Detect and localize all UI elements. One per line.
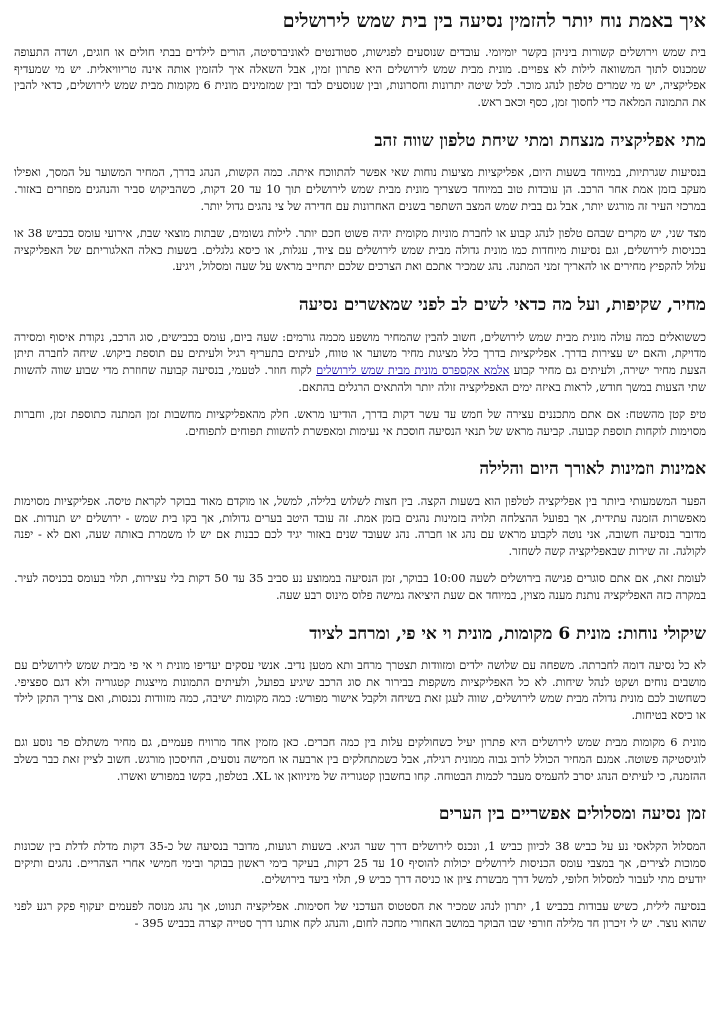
paragraph-text: לקוח חוזר. לטעמי, בנסיעה קבועה שחוזרת מדי שבוע שווה להשוות שתי הצעות במשך חודש, לראות באיזה ימים האפליקציה זולה יותר ולהתאים הרגלים בהתאם. xyxy=(14,363,706,394)
almaexpress-taxi-link[interactable]: אלמא אקספרס מונית מבית שמש לירושלים xyxy=(316,363,510,378)
section-routes xyxy=(14,804,706,931)
section-comfort xyxy=(14,624,706,785)
section-app-vs-phone xyxy=(14,131,706,275)
section-heading: זמן נסיעה ומסלולים אפשריים בין הערים xyxy=(438,804,706,825)
section-paragraph: לעומת זאת, אם אתם סוגרים פגישה בירושלים לשעה 10:00 בבוקר, זמן הנסיעה בממוצע נע סביב 35 עד 50 דקות בלי עצירות, תלוי בעומס בכניסה לעיר. במקרה כזה האפליקציה נותנת מענה מצוין, במיוחד אם שעת היציאה גמישה פלוס מינוס רבע שעה. xyxy=(14,570,706,602)
section-heading: שיקולי נוחות: מונית 6 מקומות, מונית וי אי פי, ומרחב לציוד xyxy=(309,623,706,644)
intro-paragraph: בית שמש וירושלים קשורות ביניהן בקשר יומיומי. עובדים שנוסעים לפגישות, סטודנטים לאוניברסיטה, הורים לילדים בבתי חולים או חוגים, ושדה התעופה שמכנוס לתוך המשוואה לילות לא צפויים. מונית מבית שמש לירושלים היא פתרון זמין, אבל השאלה איך להזמין אותה אינה טריוויאלית. יש מי שמעדיף אפליקציה, יש מי שמרים טלפון לנהג מוכר. לכל שיטה יתרונות וחסרונות, ובין שנוסעים לבד ובין שמזמינים מונית 6 מקומות מבית שמש לירושלים, כדאי להבין את התמונה המלאה כדי לחסוך זמן, כסף וכאב ראש. xyxy=(14,44,707,110)
section-paragraph: מונית 6 מקומות מבית שמש לירושלים היא פתרון יעיל כשחולקים עלות בין כמה חברים. כאן מזמין אחד מרוויח פעמיים, גם מחיר משתלם פר נוסע וגם לוגיסטיקה פשוטה. אמנם המחיר הכולל לרוב גבוה ממונית רגילה, אבל כשמתחלקים בין ארבעה או חמישה נוסעים, החיסכון מורגש. חשוב לציין זאת כבר בשלב ההזמנה, כי לעיתים הנהג יסרב להעמיס מעבר לכמות הבטוחה. קחו בחשבון קטגוריה של מיניוואן או XL. בטלפון, בקשו במפורש ואשרו. xyxy=(14,735,706,783)
article xyxy=(14,10,706,932)
section-heading: אמינות וזמינות לאורך היום והלילה xyxy=(479,459,706,480)
paragraph-text: כששואלים כמה עולה מונית מבית שמש לירושלים, חשוב להבין שהמחיר מושפע מכמה גורמים: שעה ביום, עומס בכבישים, סוג הרכב, נקודת איסוף ומסירה מדויקת, והאם יש עצירות בדרך. אפליקציות בדרך כלל מציגות מחיר משוער או טווח, לעיתים בתעריף רגיל ולעיתים עם תוספת ביקוש. שיחה לחברה תיתן הצעת מחיר ישירה, ולעיתים גם מחיר קבוע xyxy=(14,329,707,378)
section-paragraph: לא כל נסיעה דומה לחברתה. משפחה עם שלושה ילדים ומזוודות תצטרך מרחב ותא מטען נדיב. אנשי עסקים יעדיפו מונית וי אי פי מבית שמש לירושלים עם מושבים נוחים ושקט לנהל שיחות. לא כל האפליקציות משקפות בבירור את סוג הרכב שיגיע בפועל, ולעיתים התמונות מייצגות קטגוריה ולא דגם ספציפי. כשחשוב לכם מונית גדולה מבית שמש לירושלים, שווה לעגן זאת בשיחה ולקבל אישור מפורש: כמה מקומות ישיבה, כמה מזוודות נכנסות, ואם צריך התקן לילד או כיסא בטיחות. xyxy=(14,657,706,723)
section-paragraph: טיפ קטן מהשטח: אם אתם מתכננים עצירה של חמש עד עשר דקות בדרך, הודיעו מראש. חלק מהאפליקציות מחשבות זמן המתנה כתוספת זמן, וחברות מסוימות לוקחות תוספת קבועה. קביעה מראש של תנאי הנסיעה חוסכת אי נעימות ומאפשרת להשוות תפוחים לתפוחים. xyxy=(14,406,706,438)
section-price-transparency xyxy=(14,295,706,439)
section-paragraph: המסלול הקלאסי נע על כביש 38 לכיוון כביש 1, ונכנס לירושלים דרך שער הגיא. בשעות רגועות, מדובר בנסיעה של כ-35 דקות מדלת לדלת בין שכונות סמוכות לצירים, אך במצבי עומס הכניסות לירושלים יכולות להוסיף 10 עד 25 דקות, בעיקר בימי ראשון בבוקר ובימי חמישי אחרי הצהריים. נהגים ותיקים יודעים מתי לעבור למסלול חלופי, למשל דרך מבשרת ציון או כניסה דרך כביש 9, תלוי ביעד בירושלים. xyxy=(14,838,706,887)
section-paragraph: בנסיעות שגרתיות, במיוחד בשעות היום, אפליקציות מציעות נוחות שאי אפשר להתווכח איתה. כמה הקשות, הנהג בדרך, המחיר המשוער על המסך, ואפילו מעקב בזמן אמת אחר הרכב. הן עובדות טוב במיוחד כשצריך מונית מבית שמש לירושלים תוך 10 עד 20 דקות, כשהביקוש סביר והנהגים מפוזרים באזור. במרכזי העיר זה מורגש יותר, אבל גם בבית שמש המצב השתפר בשנים האחרונות עם חדירה של צי נהגים גדול יותר. xyxy=(14,165,706,213)
section-paragraph-with-link xyxy=(14,329,706,396)
section-heading: מתי אפליקציה מנצחת ומתי שיחת טלפון שווה זהב xyxy=(374,130,706,151)
section-paragraph: מצד שני, יש מקרים שבהם טלפון לנהג קבוע או לחברת מוניות מקומית יהיה פשוט חכם יותר. לילות גשומים, שבתות מוצאי שבת, אירועי עומס בכביש 38 או בכניסות לירושלים, וגם נסיעות מיוחדות כמו מונית גדולה מבית שמש לירושלים עם ציוד, עגלות, או כיסא גלגלים. בשעות כאלה האלגוריתם של האפליקציה עלול להקפיץ מחירים או להאריך זמני המתנה. נהג שמכיר אתכם ואת הצרכים שלכם יתחייב מראש על שעה ומסלול, ויגיע. xyxy=(14,225,706,274)
article-title: איך באמת נוח יותר להזמין נסיעה בין בית שמש לירושלים xyxy=(282,10,706,32)
section-paragraph: בנסיעה לילית, כשיש עבודות בכביש 1, יתרון לנהג שמכיר את הסטטוס העדכני של חסימות. אפליקציה תנווט, אך נהג מנוסה לפעמים יעקוף פקק רגע לפני שהוא נוצר. יש לי זיכרון חד מלילה חורפי שבו הבוקר במושב האחורי מחכה לחום, והנהג לקח אותנו דרך סטייה קצרה בכביש 395 - xyxy=(14,899,706,931)
section-heading: מחיר, שקיפות, ועל מה כדאי לשים לב לפני שמאשרים נסיעה xyxy=(298,295,706,316)
section-reliability xyxy=(14,459,706,603)
section-paragraph: הפער המשמעותי ביותר בין אפליקציה לטלפון הוא בשעות הקצה. בין חצות לשלוש בלילה, למשל, או מוקדם מאוד בבוקר לקראת טיסה. אפליקציות מסוימות מאפשרות הזמנה עתידית, אך בפועל ההצלחה תלויה בזמינות נהגים בזמן אמת. זה עובד היטב בערים גדולות, אך בקו בית שמש - ירושלים יש תנודות. אם מדובר בנסיעה חשובה, אני נוטה לקבוע מראש עם נהג או חברה. נהג שעובד שנים באזור יגיד לכם כבנות אם יש לו משמרת באותה שעה, ואם לא - יפנה לקולגה. זה שירות שבאפליקציה קשה לשחזר. xyxy=(14,493,706,559)
